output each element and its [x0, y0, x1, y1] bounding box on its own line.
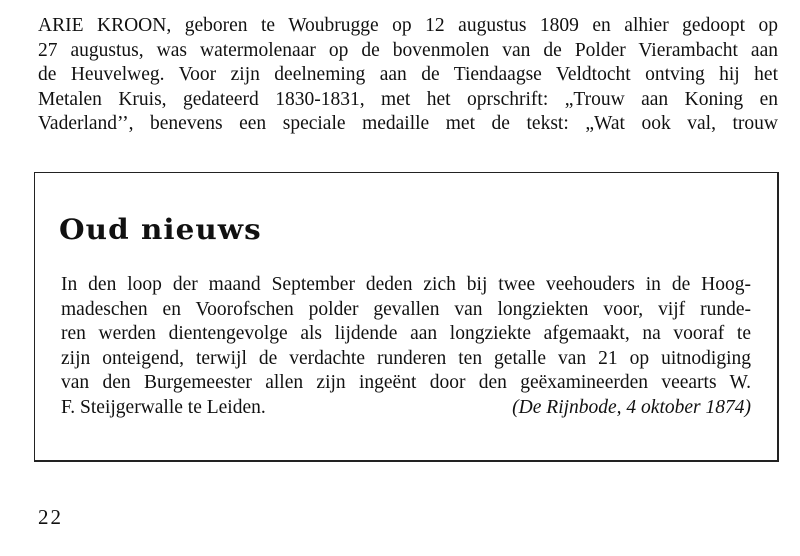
news-citation: (De Rijnbode, 4 oktober 1874) — [512, 396, 751, 418]
news-box-title: Oud nieuws — [59, 213, 262, 246]
intro-line: 27 augustus, was watermolenaar op de bovenmolen van de Polder Vierambacht aan — [38, 39, 778, 61]
news-line: madeschen en Voorofschen polder gevallen van longziekten voor, vijf runde- — [61, 298, 751, 320]
news-line: In den loop der maand September deden zich bij twee veehouders in de Hoog- — [61, 274, 751, 295]
intro-line: ARIE KROON, geboren te Woubrugge op 12 augustus 1809 en alhier gedoopt op — [38, 15, 778, 36]
page-number: 22 — [38, 505, 63, 529]
intro-paragraph — [38, 14, 778, 137]
news-last-line-text: F. Steijgerwalle te Leiden. — [61, 396, 266, 418]
intro-line: Metalen Kruis, gedateerd 1830-1831, met het oprschrift: „Trouw aan Koning en — [38, 88, 778, 110]
news-last-line — [61, 396, 751, 421]
news-line: van den Burgemeester allen zijn ingeënt door den geëxamineerden veearts W. — [61, 372, 751, 393]
news-box — [34, 172, 779, 462]
news-line: zijn onteigend, terwijl de verdachte runderen ten getalle van 21 op uitnodiging — [61, 347, 751, 369]
intro-line: de Heuvelweg. Voor zijn deelneming aan de Tiendaagse Veldtocht ontving hij het — [38, 64, 778, 85]
news-box-body — [61, 273, 751, 420]
news-line: ren werden dientengevolge als lijdende aan longziekte afgemaakt, na vooraf te — [61, 323, 751, 344]
intro-line: Vaderland’’, benevens een speciale medaille met de tekst: „Wat ook val, trouw — [38, 113, 778, 134]
